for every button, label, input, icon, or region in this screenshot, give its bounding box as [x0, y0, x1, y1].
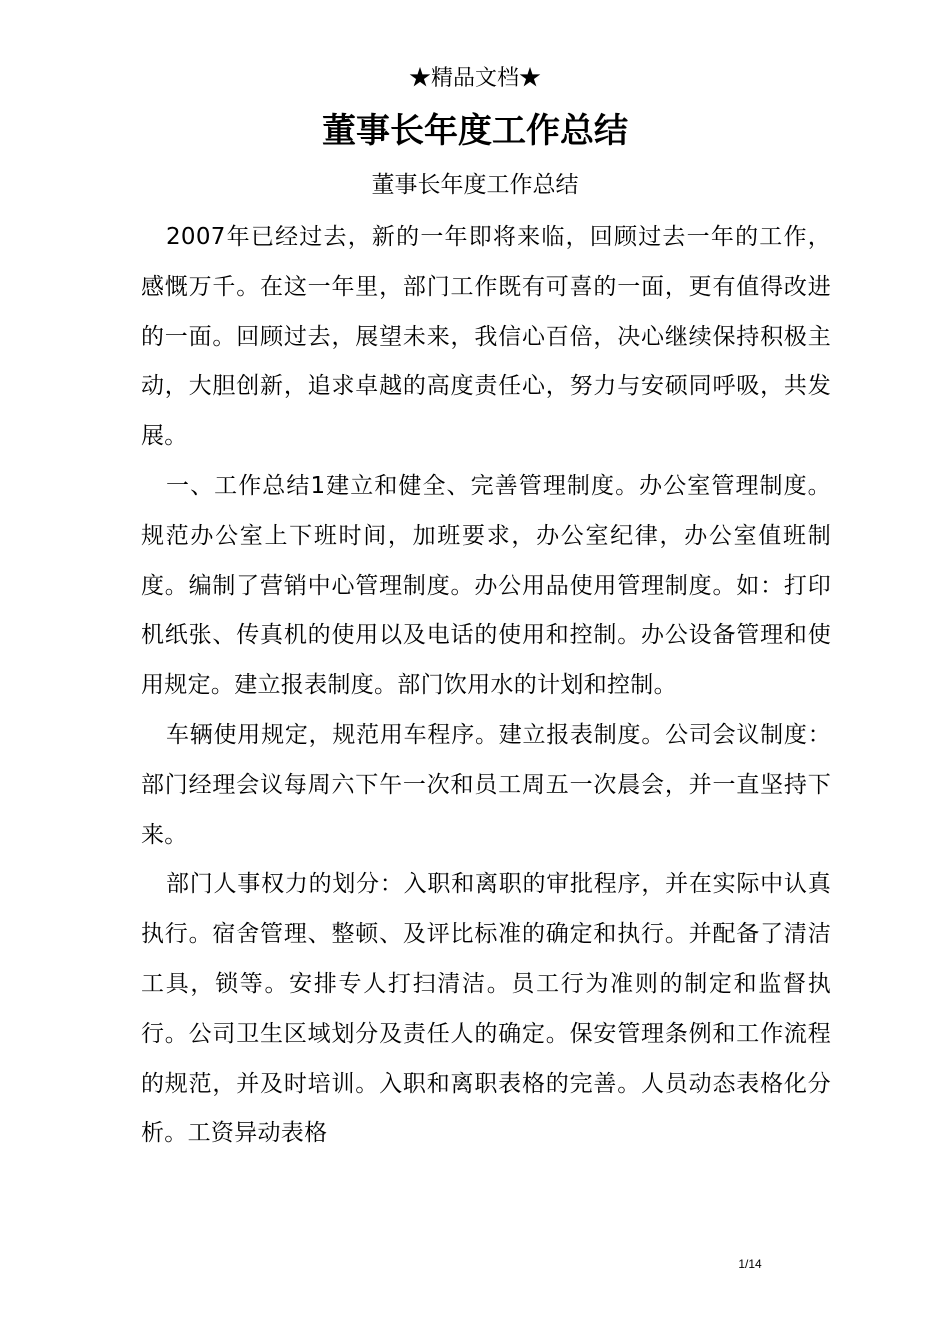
document-body — [141, 213, 831, 1159]
body-paragraph: 部门人事权力的划分：入职和离职的审批程序，并在实际中认真执行。宿舍管理、整顿、及评比标准的确定和执行。并配备了清洁工具，锁等。安排专人打扫清洁。员工行为准则的制定和监督执行。公司卫生区域划分及责任人的确定。保安管理条例和工作流程的规范，并及时培训。入职和离职表格的完善。人员动态表格化分析。工资异动表格 — [141, 871, 831, 1147]
body-paragraph: 车辆使用规定，规范用车程序。建立报表制度。公司会议制度：部门经理会议每周六下午一次和员工周五一次晨会，并一直坚持下来。 — [141, 721, 831, 848]
body-paragraph: 2007年已经过去，新的一年即将来临，回顾过去一年的工作，感慨万千。在这一年里，部门工作既有可喜的一面，更有值得改进的一面。回顾过去，展望未来，我信心百倍，决心继续保持积极主动，大胆创新，追求卓越的高度责任心，努力与安硕同呼吸，共发展。 — [141, 224, 831, 450]
header-mark: ★精品文档★ — [408, 66, 541, 91]
body-paragraph: 一、工作总结1建立和健全、完善管理制度。办公室管理制度。规范办公室上下班时间，加班要求，办公室纪律，办公室值班制度。编制了营销中心管理制度。办公用品使用管理制度。如：打印机纸张、传真机的使用以及电话的使用和控制。办公设备管理和使用规定。建立报表制度。部门饮用水的计划和控制。 — [141, 472, 831, 699]
document-subtitle: 董事长年度工作总结 — [371, 172, 579, 198]
document-title: 董事长年度工作总结 — [322, 111, 628, 151]
page-number: 1/14 — [738, 1257, 762, 1271]
